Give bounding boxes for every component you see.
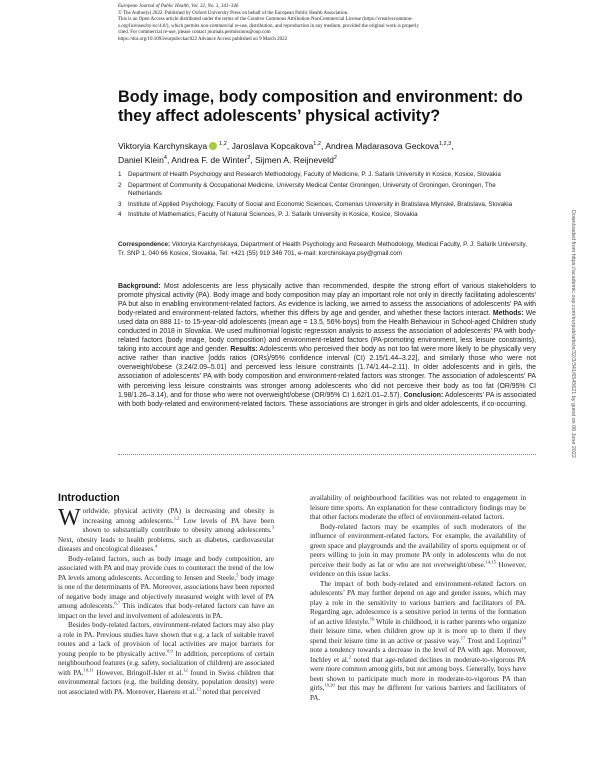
abstract-background-label: Background: [118,283,161,290]
abstract-conclusion-text: Adolescents’ PA is associated with both body-related and environment-related factors. These associations are stronger in girls and older adolescents, if co-occurring. [118,391,537,408]
citation-marker: 19,20 [324,682,335,688]
correspondence [118,241,534,258]
abstract-methods-text: We used data on 888 11- to 15-year-old adolescents (mean age = 13.5, 56% boys) from the Health Behaviour in School-aged Children study conducted in 2018 in Slovakia. We used multinomial logistic regression analysis to assess the association of adolescents’ PA with body-related factors (body image, body composition) and environment-related factors (PA-promoting environment, less leisure constraints), taking into account age and gender. [118,310,537,354]
paragraph-text: Body-related factors may be examples of such moderators of the influence of environment-related factors. For example, the availability of green space and playgrounds and the availability of sports equipment or of peers willing to join in may promote PA only in adolescents who do not perceive their body as fat or who are not overweight/obese. [310,522,526,569]
paragraph-text: Besides body-related factors, environment-related factors may also play a role in PA. Previous studies have shown that e.g. a lack of suitable travel routes and a lack of provision of local activities are major barriers for young people to be physically active. [58,621,274,658]
citation-marker: 1,2 [173,515,180,521]
paragraph-text: In addition, perceptions of certain neighbourhood features (e.g. safety, socialization of children) are associated with PA. [58,649,275,677]
doi-line: https://doi.org/10.1093/eurpub/ckac022 Advance Access published on 9 March 2022 [118,36,288,42]
license-line: s.org/licenses/by-nc/4.0/), which permits non-commercial re-use, distribution, and reproduction in any medium, provided the original work is properly [118,23,419,29]
abstract-background-text: Most adolescents are less physically active than recommended, despite the strong effort of various stakeholders to promote physical activity (PA). Body image and body composition may play an important role not only in directly facilitating adolescents’ PA but also in enabling environment-related factors. As evidence is lacking, we aimed to assess the associations of adolescents’ PA with body-related and environment-related factors, whether this differs by age and gender, and whether these factors interact. [118,283,537,318]
body-paragraph [58,555,274,622]
paragraph-text: orldwide, physical activity (PA) is decreasing and obesity is increasing among adolescents. [82,507,274,525]
paragraph-text: note a tendency towards a decrease in the level of PA with age. Moreover, Inchley et al. [310,646,526,664]
citation-marker: 2 [348,654,351,660]
affiliation: 2 Department of Community & Occupational Medicine, University Medical Center Groningen, University of Groningen, Groningen, The Netherlands [118,181,496,198]
paragraph-text: The impact of both body-related and environment-related factors on adolescents’ PA may further depend on age and gender issues, which may play a role in the sensitivity to various barriers and facilitators of PA. Regarding age, adolescence is a sensitive period in terms of the formation of an active lifestyle. [310,579,526,626]
paragraph-text: Body-related factors, such as body image and body composition, are associated with PA and may provide cues to counteract the trend of the low PA levels among adolescents. According to Jensen and Steele, [58,554,274,582]
affiliation: 3 Institute of Applied Psychology, Faculty of Social and Economic Sciences, Comenius University in Bratislava Mlynské, Bratislava, Slovakia [118,200,513,208]
body-paragraph [310,580,526,704]
citation-marker: 3 [271,524,274,530]
orcid-icon[interactable] [209,142,217,150]
paragraph-text: Low levels of PA have been shown to substantially contribute to obesity among adolescents. [82,516,274,534]
author-name: Andrea F. de Winter [171,155,248,166]
correspondence-label: Correspondence: [118,241,171,248]
citation-marker: 4 [154,543,158,549]
author-name: Jaroslava Kopcakova [231,140,314,151]
paragraph-text: body image is one of the determinants of PA. Moreover, associations have been reported of negative body image and objectively measured weight with level of PA among adolescents. [58,573,274,610]
paragraph-text: noted that perceived [200,687,261,696]
body-column-right [310,494,526,703]
citation-marker: 13 [196,686,201,692]
license-line: This is an Open Access article distributed under the terms of the Creative Commons Attribution-NonCommercial License (https://creativecommon- [118,17,413,23]
paragraph-text: but this may be different for various barriers and facilitators of PA. [310,684,526,702]
body-column-left [58,492,274,697]
author-affil-marker: 1,2 [313,141,321,147]
body-paragraph [310,523,526,580]
citation-marker: 6,7 [114,600,121,606]
citation-marker: 17 [460,635,466,641]
section-divider [118,454,536,455]
author-name: Viktoryia Karchynskaya [118,140,208,151]
body-paragraph [58,507,274,555]
download-note: Downloaded from https://academic.oup.com/eurpub/article/32/3/341/6545621 by guest on 06 June 2022 [570,210,576,458]
article-title: Body image, body composition and environment: do they affect adolescents’ physical activity? [118,88,523,125]
license-line: cited. For commercial re-use, please contact journals.permissions@oup.com [118,30,271,36]
citation-marker: 16 [369,616,375,622]
citation-marker: 8,9 [167,648,173,654]
paragraph-text: found in Swiss children that environmental factors (e.g. the building density, population density) were not associated with PA. Moreover, Haerens et al. [58,668,274,696]
author-affil-marker: 4 [163,155,167,162]
abstract-conclusion-label: Conclusion: [403,391,444,399]
author-affil-marker: 1,2 [219,141,227,147]
paragraph-text: availability of neighbourhood facilities was not related to engagement in leisure time sports. An explanation for these contradictory findings may be that other factors moderate the effect of environment-related factors. [310,494,526,521]
citation-marker: 10,11 [83,667,94,673]
citation-marker: 12 [183,667,188,673]
author-name: Daniel Klein [118,155,164,166]
paragraph-text: Trost and Loprinzi [465,636,522,645]
abstract-results-label: Results: [230,346,258,354]
journal-header [118,4,518,44]
paragraph-text: noted that age-related declines in moderate-to-vigorous PA were more common among girls, but not among boys. Generally, boys have been shown to participate much more in moderate-to-vigorous PA than girls, [310,655,526,692]
paragraph-text: This indicates that body-related factors can have an impact on the level and involvement of adolescents in PA. [58,602,274,620]
abstract [118,282,536,409]
body-paragraph [310,494,526,523]
abstract-results-text: Adolescents who perceived their body as not too fat were more likely to be physically very active rather than inactive [odds ratios (ORs)/95% confidence interval (CI) 2.15/1.44–3.22], and similarly those who were not overweight/obese (3.24/2.09–5.01) and perceived less leisure constraints (1.74/1.44–2.11). In older adolescents and in girls, the association of adolescents’ PA with body composition and environment-related factors was stronger. The association of adolescents’ PA with perceiving less leisure constraints was stronger among adolescents who did not perceive their body as too fat (OR/95% CI 1.98/1.26–3.14), and for those who were not overweight/obese (OR/95% CI 1.62/1.01–2.57). [118,346,537,399]
download-watermark [566,210,586,580]
section-heading-introduction: Introduction [58,492,120,504]
affiliation: 4 Institute of Mathematics, Faculty of Natural Sciences, P. J. Safarik University in Kosice, Kosice, Slovakia [118,211,418,219]
copyright-line: © The Author(s) 2022. Published by Oxford University Press on behalf of the European Public Health Association. [118,10,349,16]
citation-marker: 14,15 [485,559,496,565]
paragraph-text: However, Bringolf-Isler et al. [93,668,184,677]
author-list: Viktoryia Karchynskaya $^{1,2}$, Jaroslava Kopcakova$^{1,2}$, Andrea Madarasova Geckova$^{1,2,3}$, Daniel Klein$^4$, Andrea F. de Winter$^2$, Sijmen A. Reijneveld$^2$ [118,140,454,166]
affiliation-list [118,171,528,222]
author-affil-marker: 1,2,3 [438,141,452,147]
affiliation: 1 Department of Health Psychology and Research Methodology, Faculty of Medicine, P. J. Safarik University in Kosice, Kosice, Slovakia [118,171,501,178]
author-name: Andrea Madarasova Geckova [325,140,439,151]
correspondence-text: Viktoryia Karchynskaya, Department of Health Psychology and Research Methodology, Medical Faculty, P. J. Safarik University, Tr. SNP 1, 040 66 Kosice, Slovakia, Tel: +421 (55) 919 346 701, e-mail: korchinskaya.psy@gmail.com [118,241,527,257]
drop-cap: W [58,505,81,531]
paragraph-text: Next, obesity leads to health problems, such as diabetes, cardiovascular diseases and oncological diseases. [58,535,274,553]
citation-marker: 18 [521,635,526,641]
journal-line: European Journal of Public Health, Vol. 32, No. 3, 341–346 [118,4,239,9]
author-name: Sijmen A. Reijneveld [255,155,334,166]
body-paragraph [58,621,274,697]
paragraph-text: However, evidence on this issue lacks. [310,560,527,578]
citation-marker: 5 [236,572,239,578]
author-affil-marker: 2 [333,155,337,162]
abstract-methods-label: Methods: [492,310,524,318]
paragraph-text: While in childhood, it is rather parents who organize their leisure time, when children grow up it is more up to them if they spend their leisure time in an active or passive way. [310,617,526,645]
author-affil-marker: 2 [247,155,251,162]
